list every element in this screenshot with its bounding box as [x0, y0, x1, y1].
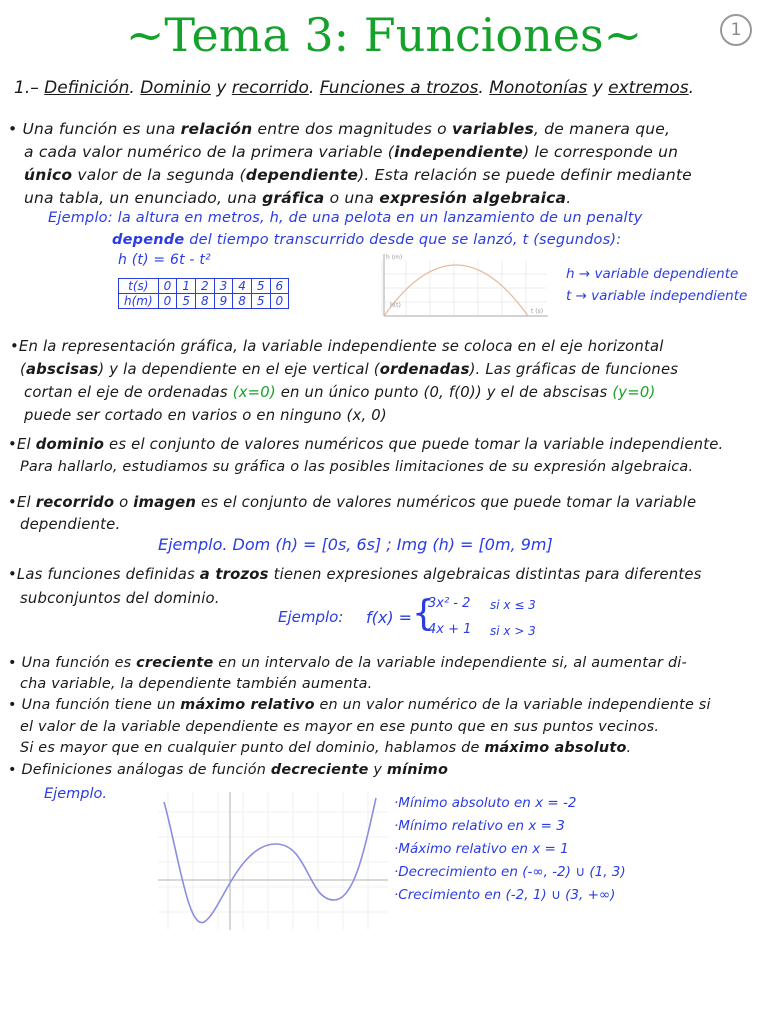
- table-cell: 6: [270, 279, 289, 294]
- term-abscisas: abscisas: [25, 361, 99, 378]
- term-decreciente: decreciente: [270, 762, 369, 778]
- example2-notes: [394, 792, 626, 907]
- piecewise-brace: {: [412, 593, 435, 634]
- table-cell: 4: [233, 279, 252, 294]
- table-cell: 8: [233, 294, 252, 309]
- text: • Una función tiene un: [8, 697, 176, 713]
- heading-part-recorrido: recorrido: [231, 78, 309, 98]
- monotony-line-2: cha variable, la dependiente también aumenta.: [20, 676, 373, 692]
- example1-note-1: h → variable dependiente: [566, 266, 739, 282]
- term-maximo-absoluto: máximo absoluto: [484, 740, 627, 756]
- term-dependiente: dependiente: [245, 166, 359, 184]
- text: o: [119, 494, 129, 511]
- piecewise-case-1: 3x² - 2: [428, 596, 471, 611]
- text: una tabla, un enunciado, una: [24, 189, 257, 207]
- text: es el conjunto de valores numéricos que puede tomar la variable: [201, 494, 697, 511]
- heading-part-trozos: Funciones a trozos: [319, 78, 479, 98]
- term-unico: único: [24, 166, 73, 184]
- axes-line-3: [24, 384, 655, 401]
- monotony-line-5: [20, 740, 631, 756]
- monotony-line-4: el valor de la variable dependiente es mayor en ese punto que en sus puntos vecinos.: [20, 719, 660, 735]
- monotony-line-3: [8, 697, 711, 713]
- range-line-1: [8, 494, 696, 511]
- table-cell: 8: [195, 294, 214, 309]
- heading-part-definicion: Definición: [44, 78, 130, 98]
- text: cortan el eje de ordenadas: [24, 384, 228, 401]
- heading-sep: y: [592, 78, 603, 98]
- example1-formula: h (t) = 6t - t²: [118, 252, 211, 268]
- term-a-trozos: a trozos: [199, 566, 269, 583]
- piecewise-example-label: Ejemplo:: [278, 608, 344, 626]
- domain-line-1: [8, 436, 723, 453]
- heading-part-monotonias: Monotonías: [489, 78, 588, 98]
- text: del tiempo transcurrido desde que se lanzó, t (segundos):: [189, 232, 622, 248]
- note-minimo-absoluto: ·Mínimo absoluto en x = -2: [394, 795, 577, 811]
- page-title: ~Tema 3: Funciones~: [125, 8, 643, 62]
- heading-part-extremos: extremos: [608, 78, 689, 98]
- piecewise-cond-2: si x > 3: [490, 624, 536, 638]
- def-line-3: [24, 166, 692, 184]
- text: entre dos magnitudes o: [257, 120, 447, 138]
- term-variables: variables: [451, 120, 534, 138]
- heading-sep: .: [308, 78, 315, 98]
- text: ). Las gráficas de funciones: [469, 361, 679, 378]
- piecewise-line-2: subconjuntos del dominio.: [20, 590, 220, 607]
- text: , de manera que,: [533, 120, 671, 138]
- term-relacion: relación: [180, 120, 253, 138]
- graph-xlabel: t (s): [531, 308, 544, 315]
- graph-curve-label: h(t): [390, 302, 401, 309]
- text: en un intervalo de la variable independiente si, al aumentar di-: [218, 655, 687, 671]
- axes-line-2: [20, 361, 678, 378]
- page-number-badge: 1: [720, 14, 752, 46]
- term-expresion-algebraica: expresión algebraica: [379, 189, 567, 207]
- cubic-graph: [158, 792, 388, 930]
- green-note-x0: (x=0): [232, 384, 276, 401]
- example1-line-1: Ejemplo: la altura en metros, h, de una pelota en un lanzamiento de un penalty: [48, 210, 643, 226]
- text: •Las funciones definidas: [8, 566, 195, 583]
- term-creciente: creciente: [136, 655, 214, 671]
- table-cell: 5: [251, 294, 270, 309]
- term-depende: depende: [112, 232, 185, 248]
- text: .: [626, 740, 632, 756]
- table-cell: 9: [214, 294, 233, 309]
- note-crecimiento: ·Crecimiento en (-2, 1) ∪ (3, +∞): [394, 887, 616, 903]
- example2-label: Ejemplo.: [44, 786, 107, 802]
- graph-ylabel: h (m): [386, 254, 403, 261]
- table-cell: 0: [270, 294, 289, 309]
- def-line-4: [24, 189, 571, 207]
- term-ordenadas: ordenadas: [379, 361, 470, 378]
- point-0-f0: (0, f(0)): [423, 384, 482, 401]
- text: es el conjunto de valores numéricos que puede tomar la variable independiente.: [109, 436, 724, 453]
- table-cell: 3: [214, 279, 233, 294]
- table-cell: 5: [251, 279, 270, 294]
- parabola-graph: [376, 250, 556, 322]
- heading-sep: .: [478, 78, 484, 98]
- piecewise-cond-1: si x ≤ 3: [490, 598, 536, 612]
- monotony-line-1: [8, 655, 687, 671]
- table-row: [119, 279, 289, 294]
- table-cell: h(m): [119, 294, 159, 309]
- example1-note-2: t → variable independiente: [566, 288, 748, 304]
- green-note-y0: (y=0): [612, 384, 656, 401]
- table-row: [119, 294, 289, 309]
- note-decrecimiento: ·Decrecimiento en (-∞, -2) ∪ (1, 3): [394, 864, 626, 880]
- table-cell: 0: [158, 294, 177, 309]
- text: •El: [8, 436, 31, 453]
- axes-line-1: •En la representación gráfica, la variable independiente se coloca en el eje horizontal: [10, 338, 664, 355]
- text: y: [373, 762, 383, 778]
- text: .: [566, 189, 572, 207]
- table-cell: 2: [195, 279, 214, 294]
- text: en un valor numérico de la variable independiente si: [319, 697, 711, 713]
- table-cell: 1: [177, 279, 196, 294]
- graph-grid: [158, 792, 388, 930]
- heading-sep: .: [129, 78, 135, 98]
- cubic-curve: [164, 798, 376, 923]
- piecewise-case-2: 4x + 1: [428, 622, 472, 637]
- term-grafica: gráfica: [262, 189, 325, 207]
- heading-number: 1.–: [14, 78, 39, 98]
- term-imagen: imagen: [133, 494, 197, 511]
- monotony-line-6: [8, 762, 448, 778]
- term-minimo: mínimo: [386, 762, 449, 778]
- section-heading: [14, 78, 694, 98]
- range-line-2: dependiente.: [20, 516, 121, 533]
- text: ) le corresponde un: [523, 143, 679, 161]
- note-maximo-relativo: ·Máximo relativo en x = 1: [394, 841, 569, 857]
- text: o una: [329, 189, 375, 207]
- values-table: [118, 278, 289, 309]
- text: • Una función es: [8, 655, 132, 671]
- term-independiente: independiente: [394, 143, 524, 161]
- text: a cada valor numérico de la primera variable (: [24, 143, 395, 161]
- table-cell: 5: [177, 294, 196, 309]
- piecewise-fx: f(x) =: [366, 608, 413, 627]
- term-maximo-relativo: máximo relativo: [180, 697, 315, 713]
- range-example: Ejemplo. Dom (h) = [0s, 6s] ; Img (h) = [0m, 9m]: [158, 535, 553, 554]
- text: • Una función es una: [8, 120, 176, 138]
- text: • Definiciones análogas de función: [8, 762, 267, 778]
- domain-line-2: Para hallarlo, estudiamos su gráfica o las posibles limitaciones de su expresión algebraica.: [20, 459, 694, 475]
- axes-line-4: puede ser cortado en varios o en ninguno (x, 0): [24, 407, 387, 424]
- term-recorrido: recorrido: [35, 494, 115, 511]
- heading-sep: .: [688, 78, 695, 98]
- text: ). Esta relación se puede definir mediante: [358, 166, 692, 184]
- text: valor de la segunda (: [77, 166, 246, 184]
- note-minimo-relativo: ·Mínimo relativo en x = 3: [394, 818, 565, 834]
- text: Si es mayor que en cualquier punto del dominio, hablamos de: [20, 740, 480, 756]
- def-line-1: [8, 120, 670, 138]
- heading-sep: y: [216, 78, 227, 98]
- text: tienen expresiones algebraicas distintas para diferentes: [273, 566, 702, 583]
- heading-part-dominio: Dominio: [140, 78, 211, 98]
- text: (: [20, 361, 26, 378]
- def-line-2: [24, 143, 678, 161]
- term-dominio: dominio: [35, 436, 105, 453]
- table-cell: t(s): [119, 279, 159, 294]
- text: en un único punto: [280, 384, 419, 401]
- text: y el de abscisas: [486, 384, 608, 401]
- piecewise-line-1: [8, 566, 702, 583]
- table-cell: 0: [158, 279, 177, 294]
- text: ) y la dependiente en el eje vertical (: [98, 361, 380, 378]
- text: •El: [8, 494, 31, 511]
- example1-line-2: [112, 232, 621, 248]
